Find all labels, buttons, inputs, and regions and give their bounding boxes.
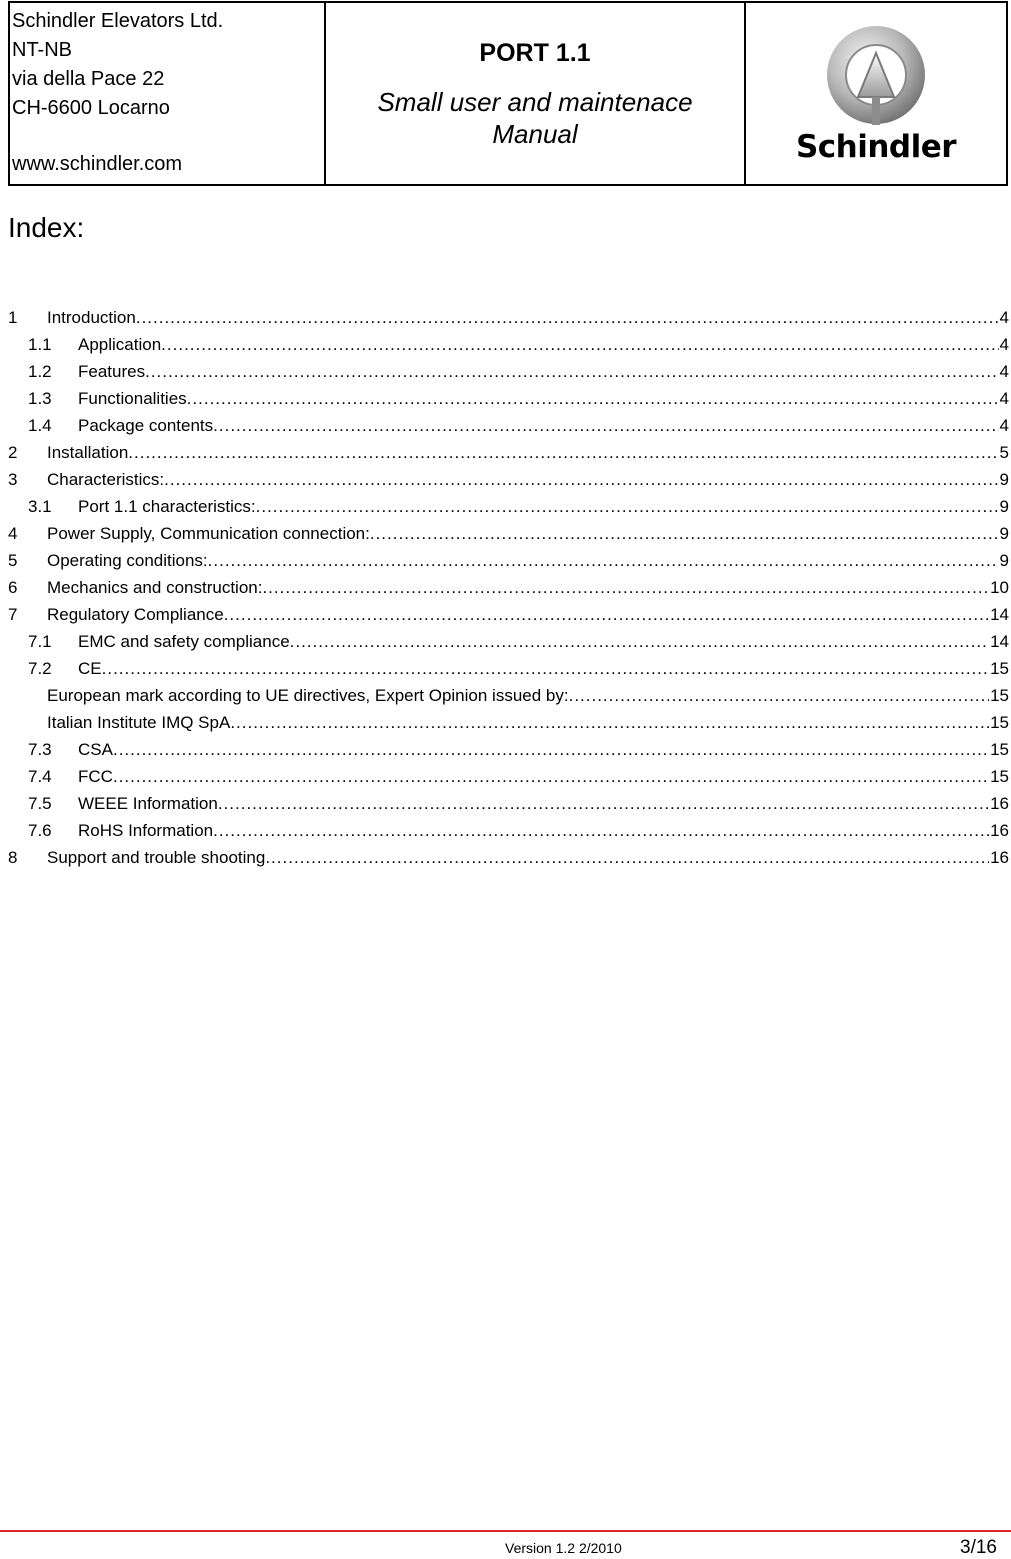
toc-dot-leader — [164, 470, 998, 490]
toc-entry-body — [78, 659, 1009, 679]
toc-entry-number: 7.1 — [28, 632, 52, 651]
address-line-department: NT-NB — [12, 39, 72, 61]
footer-page-number: 3/16 — [960, 1537, 997, 1558]
toc-dot-leader — [136, 308, 999, 328]
toc-entry[interactable] — [0, 574, 1011, 601]
toc-entry-number: 7.4 — [28, 767, 52, 786]
toc-entry[interactable] — [0, 628, 1011, 655]
toc-entry-page: 14 — [990, 605, 1009, 624]
toc-dot-leader — [218, 794, 989, 814]
toc-entry[interactable] — [0, 736, 1011, 763]
toc-entry-page: 15 — [990, 713, 1009, 732]
toc-entry[interactable] — [0, 466, 1011, 493]
toc-entry[interactable] — [0, 655, 1011, 682]
toc-entry-page: 4 — [999, 335, 1009, 354]
toc-entry-title: Functionalities — [78, 389, 187, 408]
schindler-logo — [796, 23, 956, 165]
toc-entry-title: Installation — [47, 443, 129, 462]
toc-entry-number: 7.3 — [28, 740, 52, 759]
toc-entry-page: 16 — [990, 848, 1009, 867]
company-website: www.schindler.com — [12, 153, 183, 175]
toc-entry-body — [78, 389, 1009, 409]
toc-entry-body — [47, 308, 1009, 328]
toc-entry-title: Application — [78, 335, 162, 354]
toc-entry-title: CSA — [78, 740, 113, 759]
toc-entry-body — [78, 362, 1009, 382]
toc-entry-body — [47, 578, 1009, 598]
toc-dot-leader — [128, 443, 998, 463]
toc-entry[interactable] — [0, 493, 1011, 520]
toc-dot-leader — [113, 740, 989, 760]
toc-entry-body — [47, 551, 1009, 571]
toc-entry-number: 6 — [8, 578, 18, 597]
toc-entry-title: Port 1.1 characteristics: — [78, 497, 256, 516]
document-title: PORT 1.1 — [479, 39, 591, 67]
toc-entry-body — [47, 443, 1009, 463]
toc-entry[interactable] — [0, 304, 1011, 331]
toc-entry-page: 9 — [999, 497, 1009, 516]
schindler-logo-icon — [824, 23, 928, 127]
footer-version: Version 1.2 2/2010 — [505, 1540, 622, 1556]
toc-entry-page: 9 — [999, 551, 1009, 570]
toc-entry-body — [78, 794, 1009, 814]
toc-entry-page: 5 — [999, 443, 1009, 462]
toc-entry-page: 15 — [990, 740, 1009, 759]
toc-entry-number: 5 — [8, 551, 18, 570]
toc-entry-page: 9 — [999, 524, 1009, 543]
address-line-company: Schindler Elevators Ltd. — [12, 10, 224, 32]
toc-entry[interactable] — [0, 412, 1011, 439]
toc-entry-body — [78, 335, 1009, 355]
toc-entry-title: Mechanics and construction: — [47, 578, 263, 597]
toc-entry-number: 1 — [8, 308, 18, 327]
toc-entry-title: Operating conditions: — [47, 551, 208, 570]
toc-entry-title: Introduction — [47, 308, 136, 327]
toc-entry-page: 4 — [999, 362, 1009, 381]
logo-block — [746, 3, 1006, 184]
toc-entry-title: WEEE Information — [78, 794, 218, 813]
toc-dot-leader — [290, 632, 989, 652]
toc-dot-leader — [265, 848, 989, 868]
toc-entry-title: Regulatory Compliance — [47, 605, 224, 624]
toc-entry-page: 4 — [999, 416, 1009, 435]
toc-entry-number: 1.1 — [28, 335, 52, 354]
toc-entry-title: Features — [78, 362, 146, 381]
toc-entry-number: 8 — [8, 848, 18, 867]
toc-entry[interactable] — [0, 547, 1011, 574]
toc-entry-body — [47, 470, 1009, 490]
toc-entry[interactable] — [0, 331, 1011, 358]
toc-entry[interactable] — [0, 763, 1011, 790]
toc-entry-number: 7.6 — [28, 821, 52, 840]
toc-entry-title: Characteristics: — [47, 470, 165, 489]
toc-entry-page: 15 — [990, 659, 1009, 678]
toc-dot-leader — [187, 389, 999, 409]
table-of-contents — [0, 304, 1011, 871]
toc-entry-number: 2 — [8, 443, 18, 462]
toc-dot-leader — [113, 767, 989, 787]
toc-dot-leader — [145, 362, 998, 382]
toc-entry-body — [78, 821, 1009, 841]
toc-entry[interactable] — [0, 790, 1011, 817]
toc-dot-leader — [224, 605, 989, 625]
toc-entry-title: Italian Institute IMQ SpA — [47, 713, 231, 732]
toc-entry-title: Package contents — [78, 416, 214, 435]
toc-entry-title: RoHS Information — [78, 821, 214, 840]
toc-entry-page: 16 — [990, 821, 1009, 840]
address-line-city: CH-6600 Locarno — [12, 97, 170, 119]
toc-entry-body — [47, 848, 1009, 868]
document-subtitle: Small user and maintenace Manual — [377, 87, 693, 149]
document-header — [8, 1, 1008, 186]
toc-dot-leader — [102, 659, 989, 679]
toc-dot-leader — [262, 578, 989, 598]
footer-rule — [0, 1530, 1011, 1532]
toc-entry-body — [78, 767, 1009, 787]
toc-entry-number: 3.1 — [28, 497, 52, 516]
toc-entry[interactable] — [0, 817, 1011, 844]
toc-entry-page: 16 — [990, 794, 1009, 813]
toc-entry[interactable] — [0, 844, 1011, 871]
toc-entry-number: 1.2 — [28, 362, 52, 381]
toc-dot-leader — [161, 335, 998, 355]
toc-entry-body — [47, 713, 1009, 733]
toc-entry[interactable] — [0, 709, 1011, 736]
toc-entry-number: 3 — [8, 470, 18, 489]
index-heading: Index: — [8, 212, 85, 243]
toc-entry[interactable] — [0, 520, 1011, 547]
logo-wordmark: Schindler — [795, 128, 957, 165]
toc-entry-page: 4 — [999, 308, 1009, 327]
toc-entry-title: CE — [78, 659, 102, 678]
toc-entry-body — [47, 524, 1009, 544]
toc-dot-leader — [230, 713, 989, 733]
toc-entry[interactable] — [0, 385, 1011, 412]
company-address-block — [10, 3, 326, 184]
toc-entry[interactable] — [0, 601, 1011, 628]
toc-entry-body — [78, 632, 1009, 652]
toc-entry-page: 4 — [999, 389, 1009, 408]
address-line-street: via della Pace 22 — [12, 68, 165, 90]
toc-entry-title: Support and trouble shooting — [47, 848, 266, 867]
toc-entry-page: 15 — [990, 767, 1009, 786]
toc-entry-number: 7 — [8, 605, 18, 624]
toc-entry-body — [78, 740, 1009, 760]
toc-entry-number: 1.3 — [28, 389, 52, 408]
toc-entry-body — [78, 497, 1009, 517]
toc-dot-leader — [370, 524, 999, 544]
toc-entry-title: EMC and safety compliance — [78, 632, 290, 651]
toc-dot-leader — [213, 821, 989, 841]
toc-entry-body — [47, 605, 1009, 625]
toc-entry[interactable] — [0, 682, 1011, 709]
toc-entry-page: 15 — [990, 686, 1009, 705]
toc-entry[interactable] — [0, 439, 1011, 466]
toc-dot-leader — [569, 686, 989, 706]
toc-dot-leader — [208, 551, 999, 571]
toc-entry-title: European mark according to UE directives, Expert Opinion issued by: — [47, 686, 569, 705]
toc-entry-page: 9 — [999, 470, 1009, 489]
toc-entry-number: 7.5 — [28, 794, 52, 813]
toc-entry-number: 7.2 — [28, 659, 52, 678]
toc-entry-body — [78, 416, 1009, 436]
toc-entry-page: 14 — [990, 632, 1009, 651]
document-title-block — [326, 3, 746, 184]
toc-dot-leader — [256, 497, 999, 517]
toc-dot-leader — [213, 416, 998, 436]
toc-entry-title: Power Supply, Communication connection: — [47, 524, 370, 543]
toc-entry[interactable] — [0, 358, 1011, 385]
toc-entry-number: 4 — [8, 524, 18, 543]
toc-entry-page: 10 — [990, 578, 1009, 597]
toc-entry-number: 1.4 — [28, 416, 52, 435]
toc-entry-body — [47, 686, 1009, 706]
toc-entry-title: FCC — [78, 767, 113, 786]
